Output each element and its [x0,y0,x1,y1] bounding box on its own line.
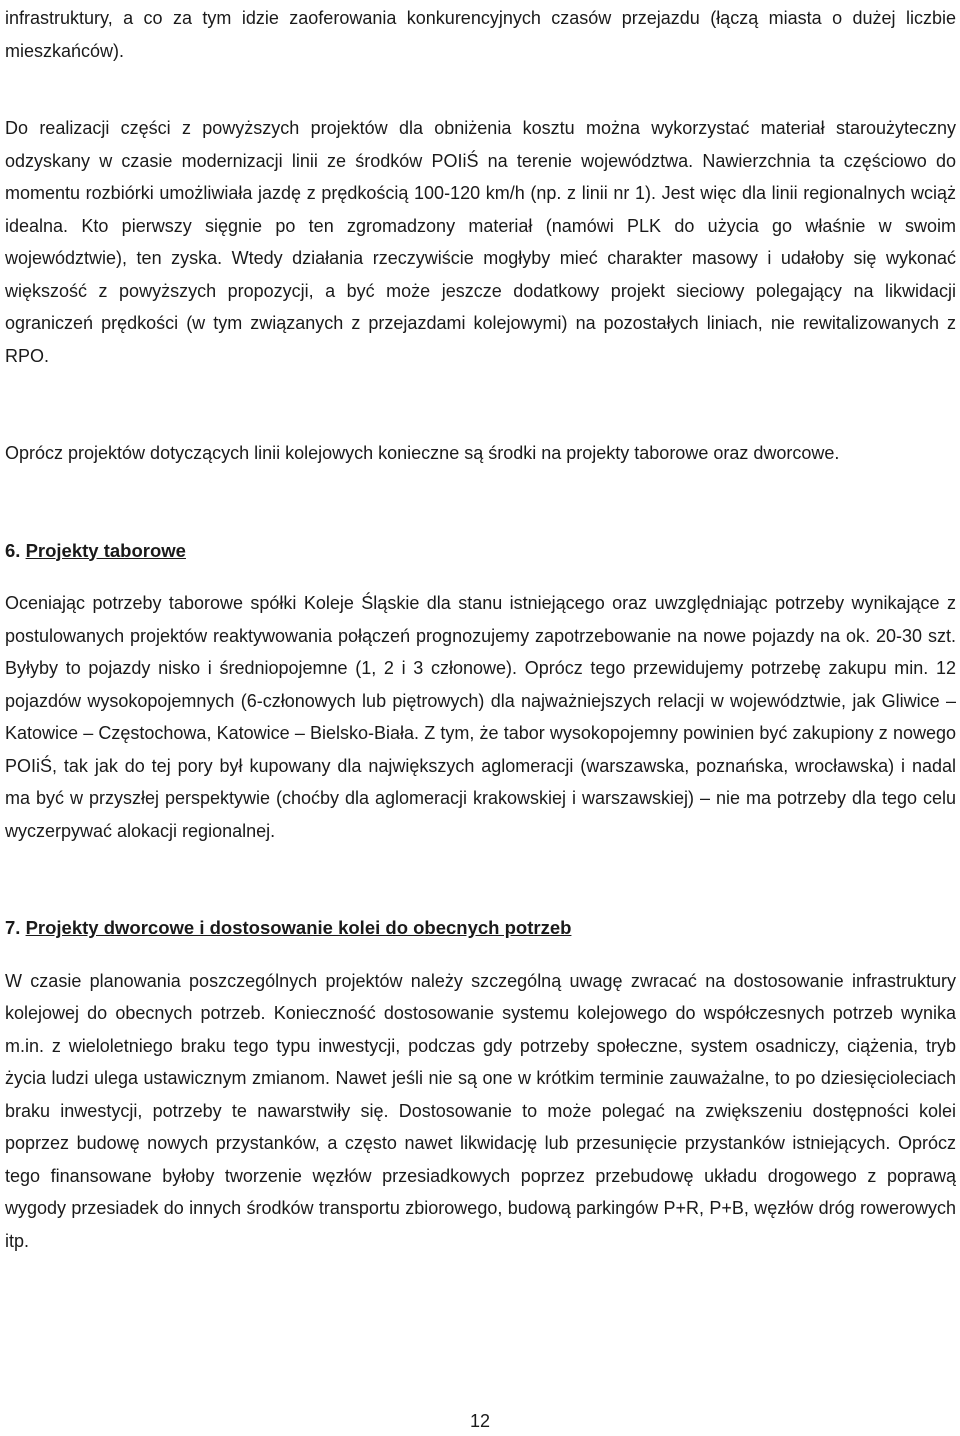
section-7-body: W czasie planowania poszczególnych projektów należy szczególną uwagę zwracać na dostosowanie infrastruktury kolejowej do obecnych potrzeb. Konieczność dostosowanie systemu kolejowego do współczesnych potrzeb wynika m.in. z wieloletniego braku tego typu inwestycji, podczas gdy potrzeby społeczne, system osadniczy, ciążenia, tryb życia ludzi ulega ustawicznym zmianom. Nawet jeśli nie są one w krótkim terminie zauważalne, to po dziesięcioleciach braku inwestycji, potrzeby te nawarstwiły się. Dostosowanie to może polegać na zwiększeniu dostępności kolei poprzez budowę nowych przystanków, a często nawet likwidację lub przesunięcie przystanków istniejących. Oprócz tego finansowane byłoby tworzenie węzłów przesiadkowych poprzez przebudowę układu drogowego z poprawą wygody przesiadek do innych środków transportu zbiorowego, budową parkingów P+R, P+B, węzłów dróg rowerowych itp. [5,970,956,1251]
section-7-title: Projekty dworcowe i dostosowanie kolei do obecnych potrzeb [25,917,572,938]
document-content [5,0,956,1257]
section-7-heading [5,912,956,945]
section-6-number: 6. [5,539,21,561]
paragraph-besides: Oprócz projektów dotyczących linii kolejowych konieczne są środki na projekty taborowe oraz dworcowe. [5,443,840,463]
section-6-body: Oceniając potrzeby taborowe spółki Koleje Śląskie dla stanu istniejącego oraz uwzględniając potrzeby wynikające z postulowanych projektów reaktywowania połączeń prognozujemy zapotrzebowanie na nowe pojazdy na ok. 20-30 szt. Byłyby to pojazdy nisko i średniopojemne (1, 2 i 3 członowe). Oprócz tego przewidujemy potrzebę zakupu min. 12 pojazdów wysokopojemnych (6-członowych lub piętrowych) dla najważniejszych relacji w województwie, jak Gliwice – Katowice – Częstochowa, Katowice – Bielsko-Biała. Z tym, że tabor wysokopojemny powinien być zakupiony z nowego POIiŚ, tak jak do tej pory był kupowany dla największych aglomeracji (warszawska, poznańska, wrocławska) i nadal ma być w przyszłej perspektywie (choćby dla aglomeracji krakowskiej i warszawskiej) – nie ma potrzeby dla tego celu wyczerpywać alokacji regionalnej. [5,593,956,841]
section-6-title: Projekty taborowe [25,539,186,561]
section-7-number: 7. [5,917,21,938]
paragraph-material: Do realizacji części z powyższych projektów dla obniżenia kosztu można wykorzystać materiał staroużyteczny odzyskany w czasie modernizacji linii ze środków POIiŚ na terenie województwa. Nawierzchnia ta częściowo do momentu rozbiórki umożliwiała jazdę z prędkością 100-120 km/h (np. z linii nr 1). Jest więc dla linii regionalnych wciąż idealna. Kto pierwszy sięgnie po ten zgromadzony materiał (namówi PLK do użycia go właśnie w swoim województwie), ten zyska. Wtedy działania rzeczywiście mogłyby mieć charakter masowy i udałoby się wykonać większość z powyższych propozycji, a być może jeszcze dodatkowy projekt sieciowy polegający na likwidacji ograniczeń prędkości (w tym związanych z przejazdami kolejowymi) na pozostałych liniach, nie rewitalizowanych z RPO. [5,118,956,366]
section-6-heading [5,535,956,568]
paragraph-continuation: infrastruktury, a co za tym idzie zaoferowania konkurencyjnych czasów przejazdu (łączą miasta o dużej liczbie mieszkańców). [5,8,956,61]
page-number: 12 [469,1411,491,1431]
